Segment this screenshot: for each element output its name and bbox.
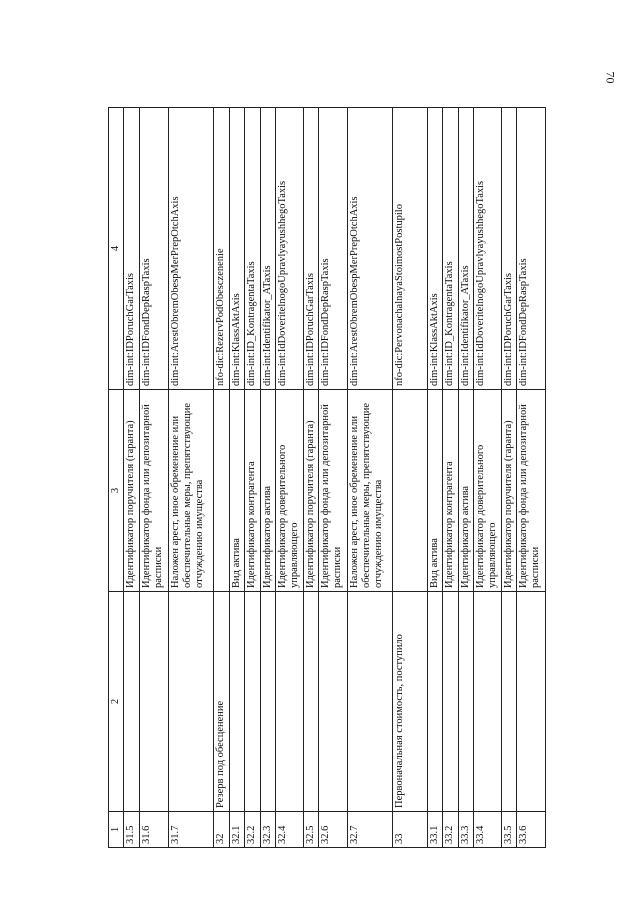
- dimension-code-cell: dim-int:IdDoveritelnogoUpravlyayushhegoTaxis: [275, 108, 303, 390]
- table-row: [501, 108, 516, 848]
- indicator-name-cell: [473, 592, 501, 812]
- dimension-code-cell: nfo-dic:PervonachalnayaStoimostPostupilo: [392, 108, 427, 390]
- rotated-table-container: [108, 108, 546, 848]
- column-header: 2: [109, 592, 124, 812]
- table-row: [303, 108, 318, 848]
- indicator-name-cell: [427, 592, 442, 812]
- indicator-name-cell: Резерв под обесценение: [214, 592, 229, 812]
- dimension-code-cell: dim-int:ID_KontragentaTaxis: [245, 108, 260, 390]
- table-row: [229, 108, 244, 848]
- dimension-description-cell: Идентификатор доверительного управляющего: [473, 390, 501, 592]
- row-number-cell: 33.3: [458, 812, 473, 848]
- dimension-description-cell: Идентификатор контрагента: [245, 390, 260, 592]
- row-number-cell: 32.6: [319, 812, 348, 848]
- table-row: [347, 108, 392, 848]
- table-row: [214, 108, 229, 848]
- indicator-name-cell: [275, 592, 303, 812]
- dimension-description-cell: Идентификатор фонда или депозитарной расписки: [140, 390, 169, 592]
- header-row: [109, 108, 124, 848]
- dimension-code-cell: dim-int:KlassAktAxis: [229, 108, 244, 390]
- row-number-cell: 31.7: [169, 812, 214, 848]
- table-row: [473, 108, 501, 848]
- column-header: 3: [109, 390, 124, 592]
- table-row: [458, 108, 473, 848]
- data-table: [108, 107, 546, 848]
- indicator-name-cell: [303, 592, 318, 812]
- row-number-cell: 32.7: [347, 812, 392, 848]
- indicator-name-cell: [260, 592, 275, 812]
- row-number-cell: 32.5: [303, 812, 318, 848]
- indicator-name-cell: [501, 592, 516, 812]
- table-row: [443, 108, 458, 848]
- dimension-code-cell: dim-int:Identifikator_ATaxis: [458, 108, 473, 390]
- dimension-code-cell: dim-int:IdDoveritelnogoUpravlyayushhegoTaxis: [473, 108, 501, 390]
- dimension-description-cell: Наложен арест, иное обременение или обеспечительные меры, препятствующие отчуждению имущества: [347, 390, 392, 592]
- column-header: 4: [109, 108, 124, 390]
- indicator-name-cell: [229, 592, 244, 812]
- dimension-description-cell: Идентификатор поручителя (гаранта): [124, 390, 140, 592]
- table-row: [260, 108, 275, 848]
- row-number-cell: 33.2: [443, 812, 458, 848]
- indicator-name-cell: [169, 592, 214, 812]
- indicator-name-cell: [124, 592, 140, 812]
- row-number-cell: 32.2: [245, 812, 260, 848]
- indicator-name-cell: [443, 592, 458, 812]
- dimension-description-cell: Идентификатор контрагента: [443, 390, 458, 592]
- dimension-description-cell: Идентификатор актива: [260, 390, 275, 592]
- page-number: 70: [603, 71, 618, 84]
- row-number-cell: 32.1: [229, 812, 244, 848]
- dimension-code-cell: dim-int:IDFondDepRaspTaxis: [517, 108, 546, 390]
- dimension-code-cell: dim-int:KlassAktAxis: [427, 108, 442, 390]
- indicator-name-cell: Первоначальная стоимость, поступило: [392, 592, 427, 812]
- dimension-code-cell: dim-int:ArestObremObespMerPrepOtchAxis: [169, 108, 214, 390]
- dimension-description-cell: Идентификатор доверительного управляющего: [275, 390, 303, 592]
- dimension-description-cell: Вид актива: [427, 390, 442, 592]
- indicator-name-cell: [347, 592, 392, 812]
- dimension-description-cell: [392, 390, 427, 592]
- dimension-code-cell: dim-int:IDPoruchGarTaxis: [303, 108, 318, 390]
- table-row: [319, 108, 348, 848]
- table-row: [392, 108, 427, 848]
- table-row: [275, 108, 303, 848]
- dimension-description-cell: Вид актива: [229, 390, 244, 592]
- indicator-name-cell: [319, 592, 348, 812]
- row-number-cell: 33.4: [473, 812, 501, 848]
- dimension-description-cell: Идентификатор актива: [458, 390, 473, 592]
- dimension-description-cell: Идентификатор поручителя (гаранта): [501, 390, 516, 592]
- row-number-cell: 32.3: [260, 812, 275, 848]
- indicator-name-cell: [140, 592, 169, 812]
- indicator-name-cell: [517, 592, 546, 812]
- dimension-code-cell: dim-int:IDPoruchGarTaxis: [501, 108, 516, 390]
- row-number-cell: 33.6: [517, 812, 546, 848]
- dimension-description-cell: Идентификатор поручителя (гаранта): [303, 390, 318, 592]
- table-row: [169, 108, 214, 848]
- dimension-code-cell: dim-int:ArestObremObespMerPrepOtchAxis: [347, 108, 392, 390]
- dimension-code-cell: dim-int:Identifikator_ATaxis: [260, 108, 275, 390]
- table-row: [140, 108, 169, 848]
- indicator-name-cell: [458, 592, 473, 812]
- row-number-cell: 32.4: [275, 812, 303, 848]
- table-row: [124, 108, 140, 848]
- dimension-code-cell: dim-int:IDFondDepRaspTaxis: [140, 108, 169, 390]
- dimension-code-cell: dim-int:ID_KontragentaTaxis: [443, 108, 458, 390]
- dimension-description-cell: Наложен арест, иное обременение или обеспечительные меры, препятствующие отчуждению имущества: [169, 390, 214, 592]
- row-number-cell: 32: [214, 812, 229, 848]
- column-header: 1: [109, 812, 124, 848]
- dimension-code-cell: dim-int:IDFondDepRaspTaxis: [319, 108, 348, 390]
- row-number-cell: 31.6: [140, 812, 169, 848]
- indicator-name-cell: [245, 592, 260, 812]
- table-row: [427, 108, 442, 848]
- row-number-cell: 33.1: [427, 812, 442, 848]
- dimension-description-cell: [214, 390, 229, 592]
- table-row: [517, 108, 546, 848]
- dimension-code-cell: nfo-dic:RezervPodObesczenenie: [214, 108, 229, 390]
- dimension-code-cell: dim-int:IDPoruchGarTaxis: [124, 108, 140, 390]
- row-number-cell: 31.5: [124, 812, 140, 848]
- dimension-description-cell: Идентификатор фонда или депозитарной расписки: [517, 390, 546, 592]
- row-number-cell: 33.5: [501, 812, 516, 848]
- dimension-description-cell: Идентификатор фонда или депозитарной расписки: [319, 390, 348, 592]
- table-row: [245, 108, 260, 848]
- row-number-cell: 33: [392, 812, 427, 848]
